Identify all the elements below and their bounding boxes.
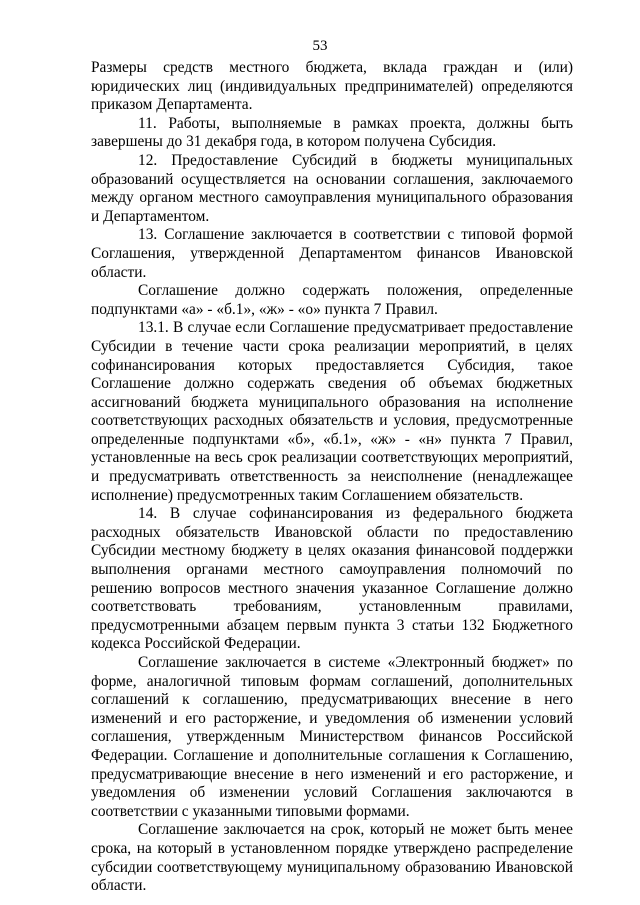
paragraph-11-works-deadline: 11. Работы, выполняемые в рамках проекта, должны быть завершены до 31 декабря года, в котором получена Субсидия. — [91, 114, 573, 151]
document-body — [91, 59, 573, 896]
paragraph-13-agreement-form: 13. Соглашение заключается в соответствии с типовой формой Соглашения, утвержденной Департаментом финансов Ивановской области. — [91, 226, 573, 281]
paragraph-agreement-term: Соглашение заключается на срок, который не может быть менее срока, на который в установленном порядке утверждено распределение субсидии соответствующему муниципальному образованию Ивановской области. — [91, 821, 573, 895]
paragraph-13-1-partial-term: 13.1. В случае если Соглашение предусматривает предоставление Субсидии в течение части срока реализации мероприятий, в целях софинансирования которых предоставляется Субсидия, такое Соглашение должно содержать сведения об объемах бюджетных ассигнований бюджета муниципального образования на исполнение соответствующих расходных обязательств и условия, предусмотренные определенные подпунктами «б», «б.1», «ж» - «н» пункта 7 Правил, установленные на весь срок реализации соответствующих мероприятий, и предусматривать ответственность за неисполнение (ненадлежащее исполнение) предусмотренных таким Соглашением обязательств. — [91, 319, 573, 504]
paragraph-agreement-contents: Соглашение должно содержать положения, определенные подпунктами «а» - «б.1», «ж» - «о» пункта 7 Правил. — [91, 282, 573, 318]
paragraph-funding-sizes: Размеры средств местного бюджета, вклада граждан и (или) юридических лиц (индивидуальных предпринимателей) определяются приказом Департамента. — [91, 59, 573, 114]
paragraph-electronic-budget: Соглашение заключается в системе «Электронный бюджет» по форме, аналогичной типовым формам соглашений, дополнительных соглашений к соглашению, предусматривающих внесение в него изменений и его расторжение, и уведомления об изменении условий соглашения, утвержденным Министерством финансов Российской Федерации. Соглашение и дополнительные соглашения к Соглашению, предусматривающие внесение в него изменений и его расторжение, и уведомления об изменении условий Соглашения заключаются в соответствии с указанными типовыми формами. — [91, 654, 573, 820]
paragraph-12-subsidy-provision: 12. Предоставление Субсидий в бюджеты муниципальных образований осуществляется на основании соглашения, заключаемого между органом местного самоуправления муниципального образования и Департаментом. — [91, 151, 573, 225]
page-number: 53 — [312, 38, 328, 54]
paragraph-14-federal-cofinancing: 14. В случае софинансирования из федерального бюджета расходных обязательств Ивановской области по предоставлению Субсидии местному бюджету в целях оказания финансовой поддержки выполнения органами местного самоуправления полномочий по решению вопросов местного значения указанное Соглашение должно соответствовать требованиям, установленным правилами, предусмотренными абзацем первым пункта 3 статьи 132 Бюджетного кодекса Российской Федерации. — [91, 505, 573, 653]
